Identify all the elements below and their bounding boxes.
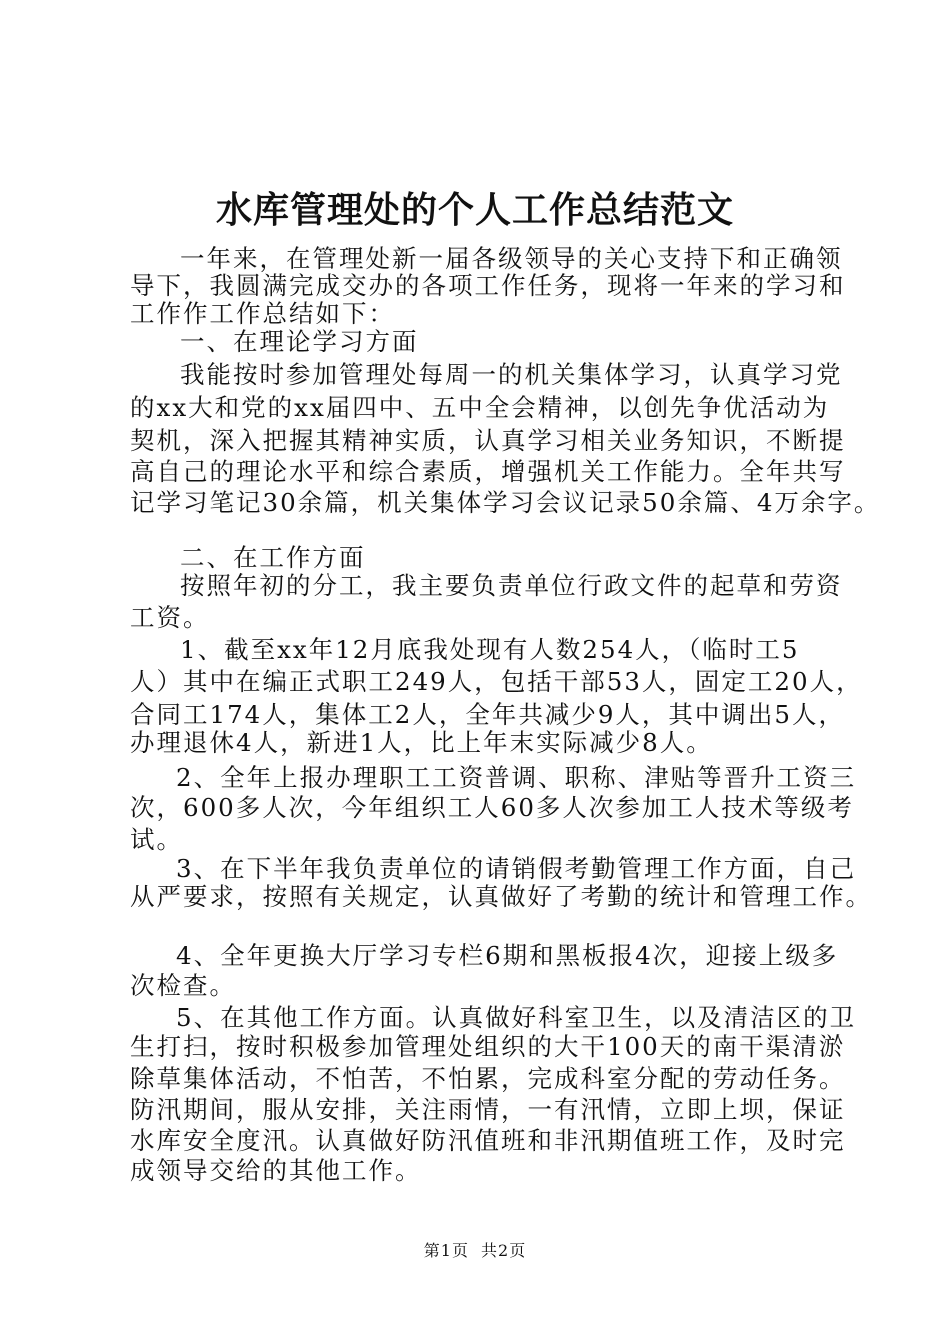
paragraph-line: 一年来，在管理处新一届各级领导的关心支持下和正确领	[180, 244, 843, 273]
paragraph-line: 我能按时参加管理处每周一的机关集体学习，认真学习党	[180, 360, 843, 389]
paragraph-line: 工资。	[130, 603, 210, 632]
paragraph-line: 除草集体活动，不怕苦，不怕累，完成科室分配的劳动任务。	[130, 1064, 846, 1093]
paragraph-line: 按照年初的分工，我主要负责单位行政文件的起草和劳资	[180, 571, 843, 600]
paragraph-line: 4、全年更换大厅学习专栏6期和黑板报4次，迎接上级多	[176, 941, 839, 970]
paragraph-line: 水库安全度汛。认真做好防汛值班和非汛期值班工作，及时完	[130, 1126, 846, 1155]
paragraph-line: 次，600多人次，今年组织工人60多人次参加工人技术等级考	[130, 793, 854, 822]
page-total: 共2页	[481, 1241, 527, 1260]
paragraph-line: 试。	[130, 825, 183, 854]
paragraph-line: 记学习笔记30余篇，机关集体学习会议记录50余篇、4万余字。	[130, 488, 881, 517]
paragraph-line: 导下，我圆满完成交办的各项工作任务，现将一年来的学习和	[130, 271, 846, 300]
paragraph-line: 高自己的理论水平和综合素质，增强机关工作能力。全年共写	[130, 457, 846, 486]
section-heading: 二、在工作方面	[180, 543, 366, 572]
document-title: 水库管理处的个人工作总结范文	[215, 189, 734, 231]
paragraph-line: 从严要求，按照有关规定，认真做好了考勤的统计和管理工作。	[130, 882, 872, 911]
paragraph-line: 5、在其他工作方面。认真做好科室卫生，以及清洁区的卫	[176, 1003, 857, 1032]
paragraph-line: 契机，深入把握其精神实质，认真学习相关业务知识，不断提	[130, 426, 846, 455]
section-heading: 一、在理论学习方面	[180, 327, 419, 356]
page-footer	[0, 1240, 950, 1262]
paragraph-line: 生打扫，按时积极参加管理处组织的大干100天的南干渠清淤	[130, 1032, 846, 1061]
paragraph-line: 2、全年上报办理职工工资普调、职称、津贴等晋升工资三	[176, 763, 857, 792]
paragraph-line: 3、在下半年我负责单位的请销假考勤管理工作方面，自己	[176, 854, 857, 883]
page-number: 第1页	[423, 1241, 469, 1260]
paragraph-line: 办理退休4人，新进1人，比上年末实际减少8人。	[130, 728, 713, 757]
paragraph-line: 的xx大和党的xx届四中、五中全会精神，以创先争优活动为	[130, 393, 830, 422]
paragraph-line: 人）其中在编正式职工249人，包括干部53人，固定工20人，	[130, 667, 863, 696]
paragraph-line: 防汛期间，服从安排，关注雨情，一有汛情，立即上坝，保证	[130, 1095, 846, 1124]
paragraph-line: 1、截至xx年12月底我处现有人数254人，（临时工5	[180, 635, 800, 664]
paragraph-line: 合同工174人，集体工2人，全年共减少9人，其中调出5人，	[130, 700, 846, 729]
paragraph-line: 次检查。	[130, 971, 236, 1000]
paragraph-line: 成领导交给的其他工作。	[130, 1156, 422, 1185]
paragraph-line: 工作作工作总结如下：	[130, 299, 395, 328]
